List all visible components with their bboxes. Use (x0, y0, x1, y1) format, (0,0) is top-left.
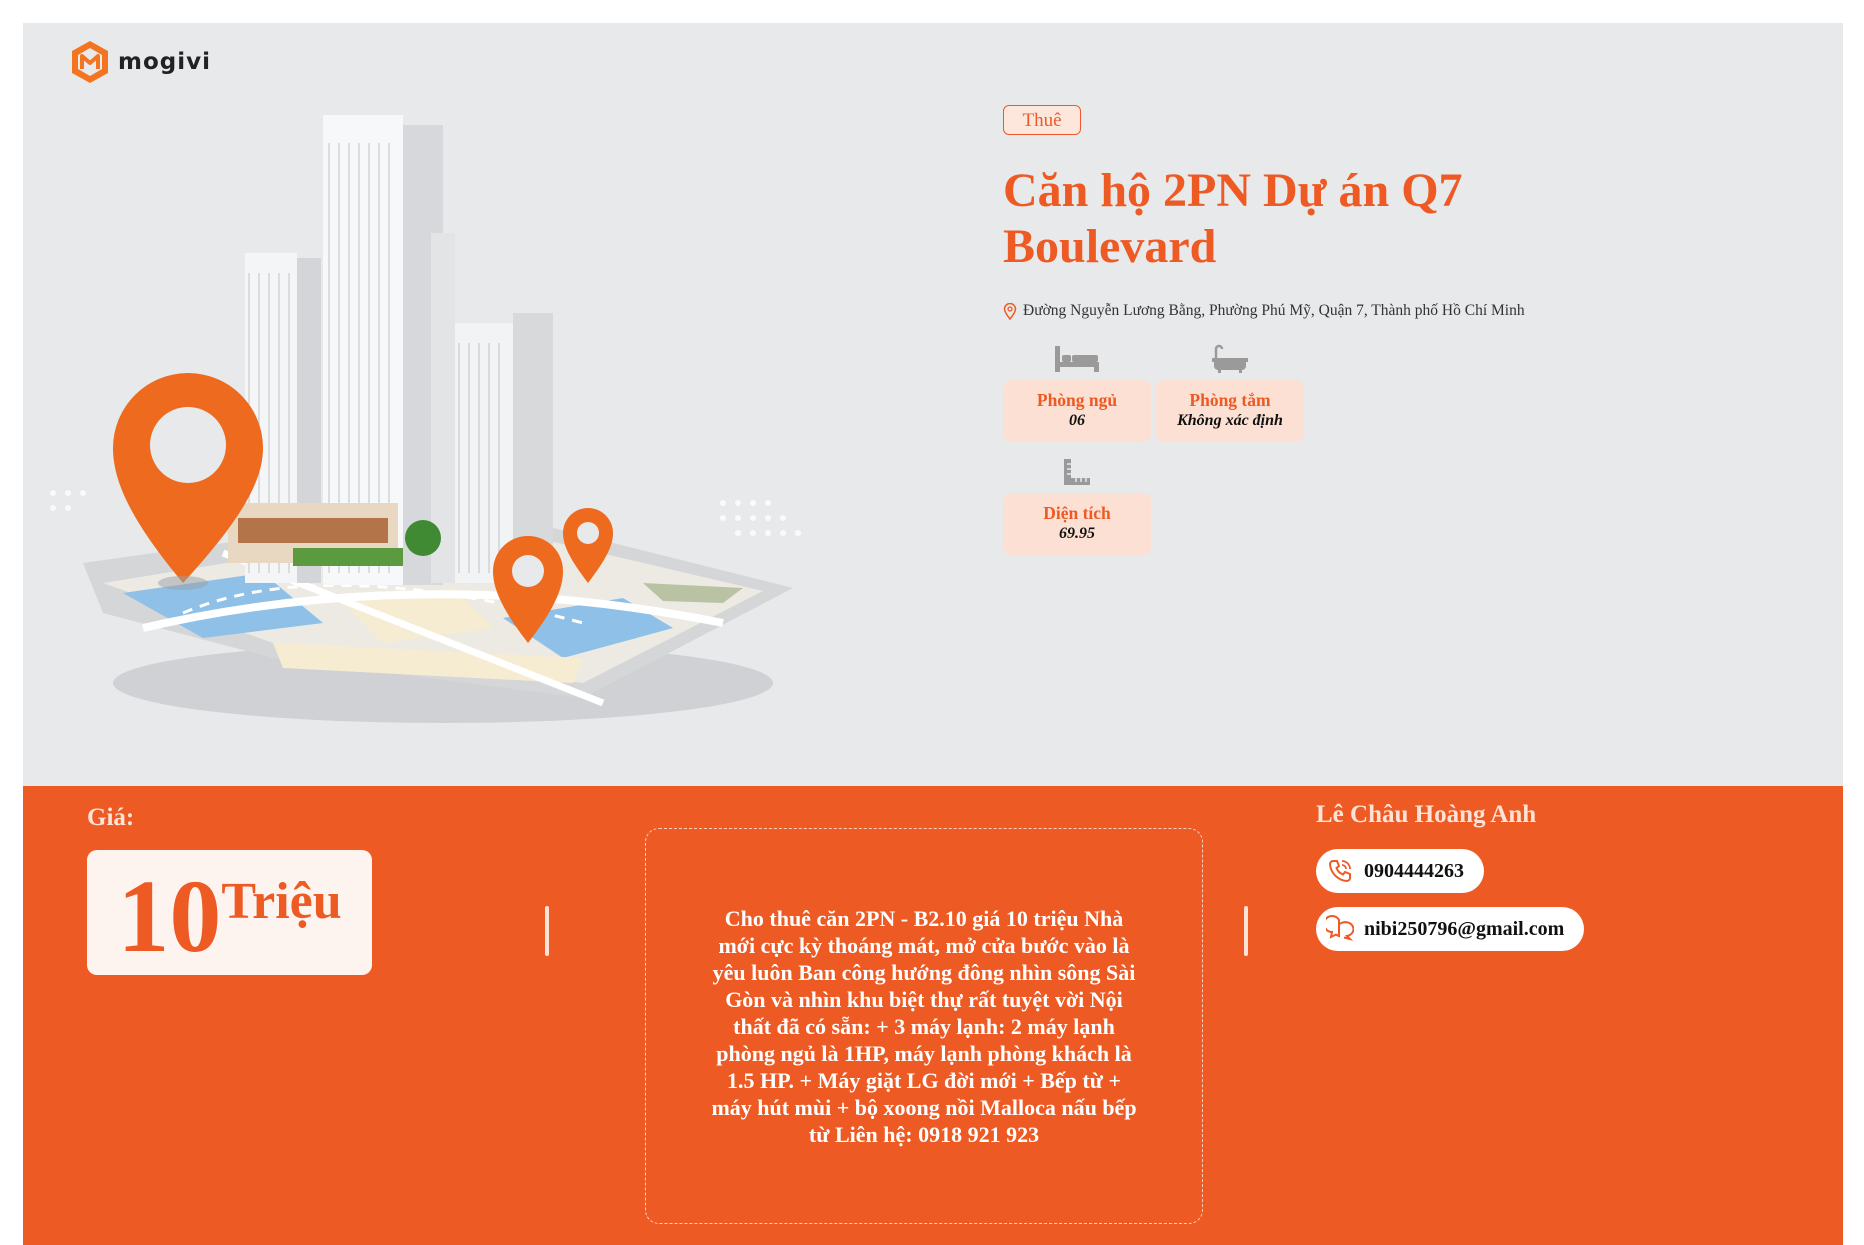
divider-left (545, 906, 549, 956)
property-illustration (23, 83, 923, 783)
bathtub-icon (1210, 344, 1250, 374)
listing-type-tag: Thuê (1003, 105, 1081, 135)
details-section (23, 786, 1843, 1245)
brand-logo[interactable] (70, 39, 211, 85)
price-box (87, 850, 372, 975)
contact-phone-pill[interactable] (1316, 849, 1484, 893)
chat-icon (1326, 915, 1354, 943)
feature-value: Không xác định (1177, 412, 1283, 429)
brand-name: mogivi (118, 49, 211, 75)
ruler-icon (1061, 457, 1093, 487)
price-unit: Triệu (221, 873, 342, 930)
contact-email-pill[interactable] (1316, 907, 1584, 951)
listing-address (1003, 302, 1525, 320)
feature-label: Phòng tắm (1189, 390, 1271, 410)
listing-card (23, 23, 1843, 1245)
price-label: Giá: (87, 804, 135, 831)
bed-icon (1053, 344, 1101, 374)
description-text: Cho thuê căn 2PN - B2.10 giá 10 triệu Nhà mới cực kỳ thoáng mát, mở cửa bước vào là yêu luôn Ban công hướng đông nhìn sông Sài Gòn và nhìn khu biệt thự rất tuyệt vời Nội thất đã có sẵn: + 3 máy lạnh: 2 máy lạnh phòng ngủ là 1HP, máy lạnh phòng khách là 1.5 HP. + Máy giặt LG đời mới + Bếp từ + máy hút mùi + bộ xoong nồi Malloca nấu bếp từ Liên hệ: 0918 921 923 (711, 905, 1137, 1147)
contact-phone[interactable]: 0904444263 (1364, 859, 1464, 882)
feature-bathrooms (1156, 344, 1304, 442)
listing-title: Căn hộ 2PN Dự án Q7 Boulevard (1003, 164, 1463, 273)
divider-right (1244, 906, 1248, 956)
feature-bedrooms (1003, 344, 1151, 442)
feature-label: Phòng ngủ (1036, 390, 1118, 410)
feature-value: 69.95 (1059, 525, 1095, 542)
phone-icon (1326, 857, 1354, 885)
description-box (645, 828, 1203, 1224)
feature-label: Diện tích (1043, 503, 1111, 523)
price-amount: 10 (117, 858, 222, 974)
address-text: Đường Nguyễn Lương Bằng, Phường Phú Mỹ, Quận 7, Thành phố Hồ Chí Minh (1023, 302, 1525, 319)
contact-name: Lê Châu Hoàng Anh (1316, 801, 1537, 828)
location-pin-icon (1003, 303, 1017, 320)
hero-section (23, 23, 1843, 786)
feature-area (1003, 457, 1151, 555)
mogivi-logo-icon (70, 39, 110, 85)
contact-email[interactable]: nibi250796@gmail.com (1364, 917, 1565, 940)
feature-value: 06 (1069, 412, 1085, 429)
